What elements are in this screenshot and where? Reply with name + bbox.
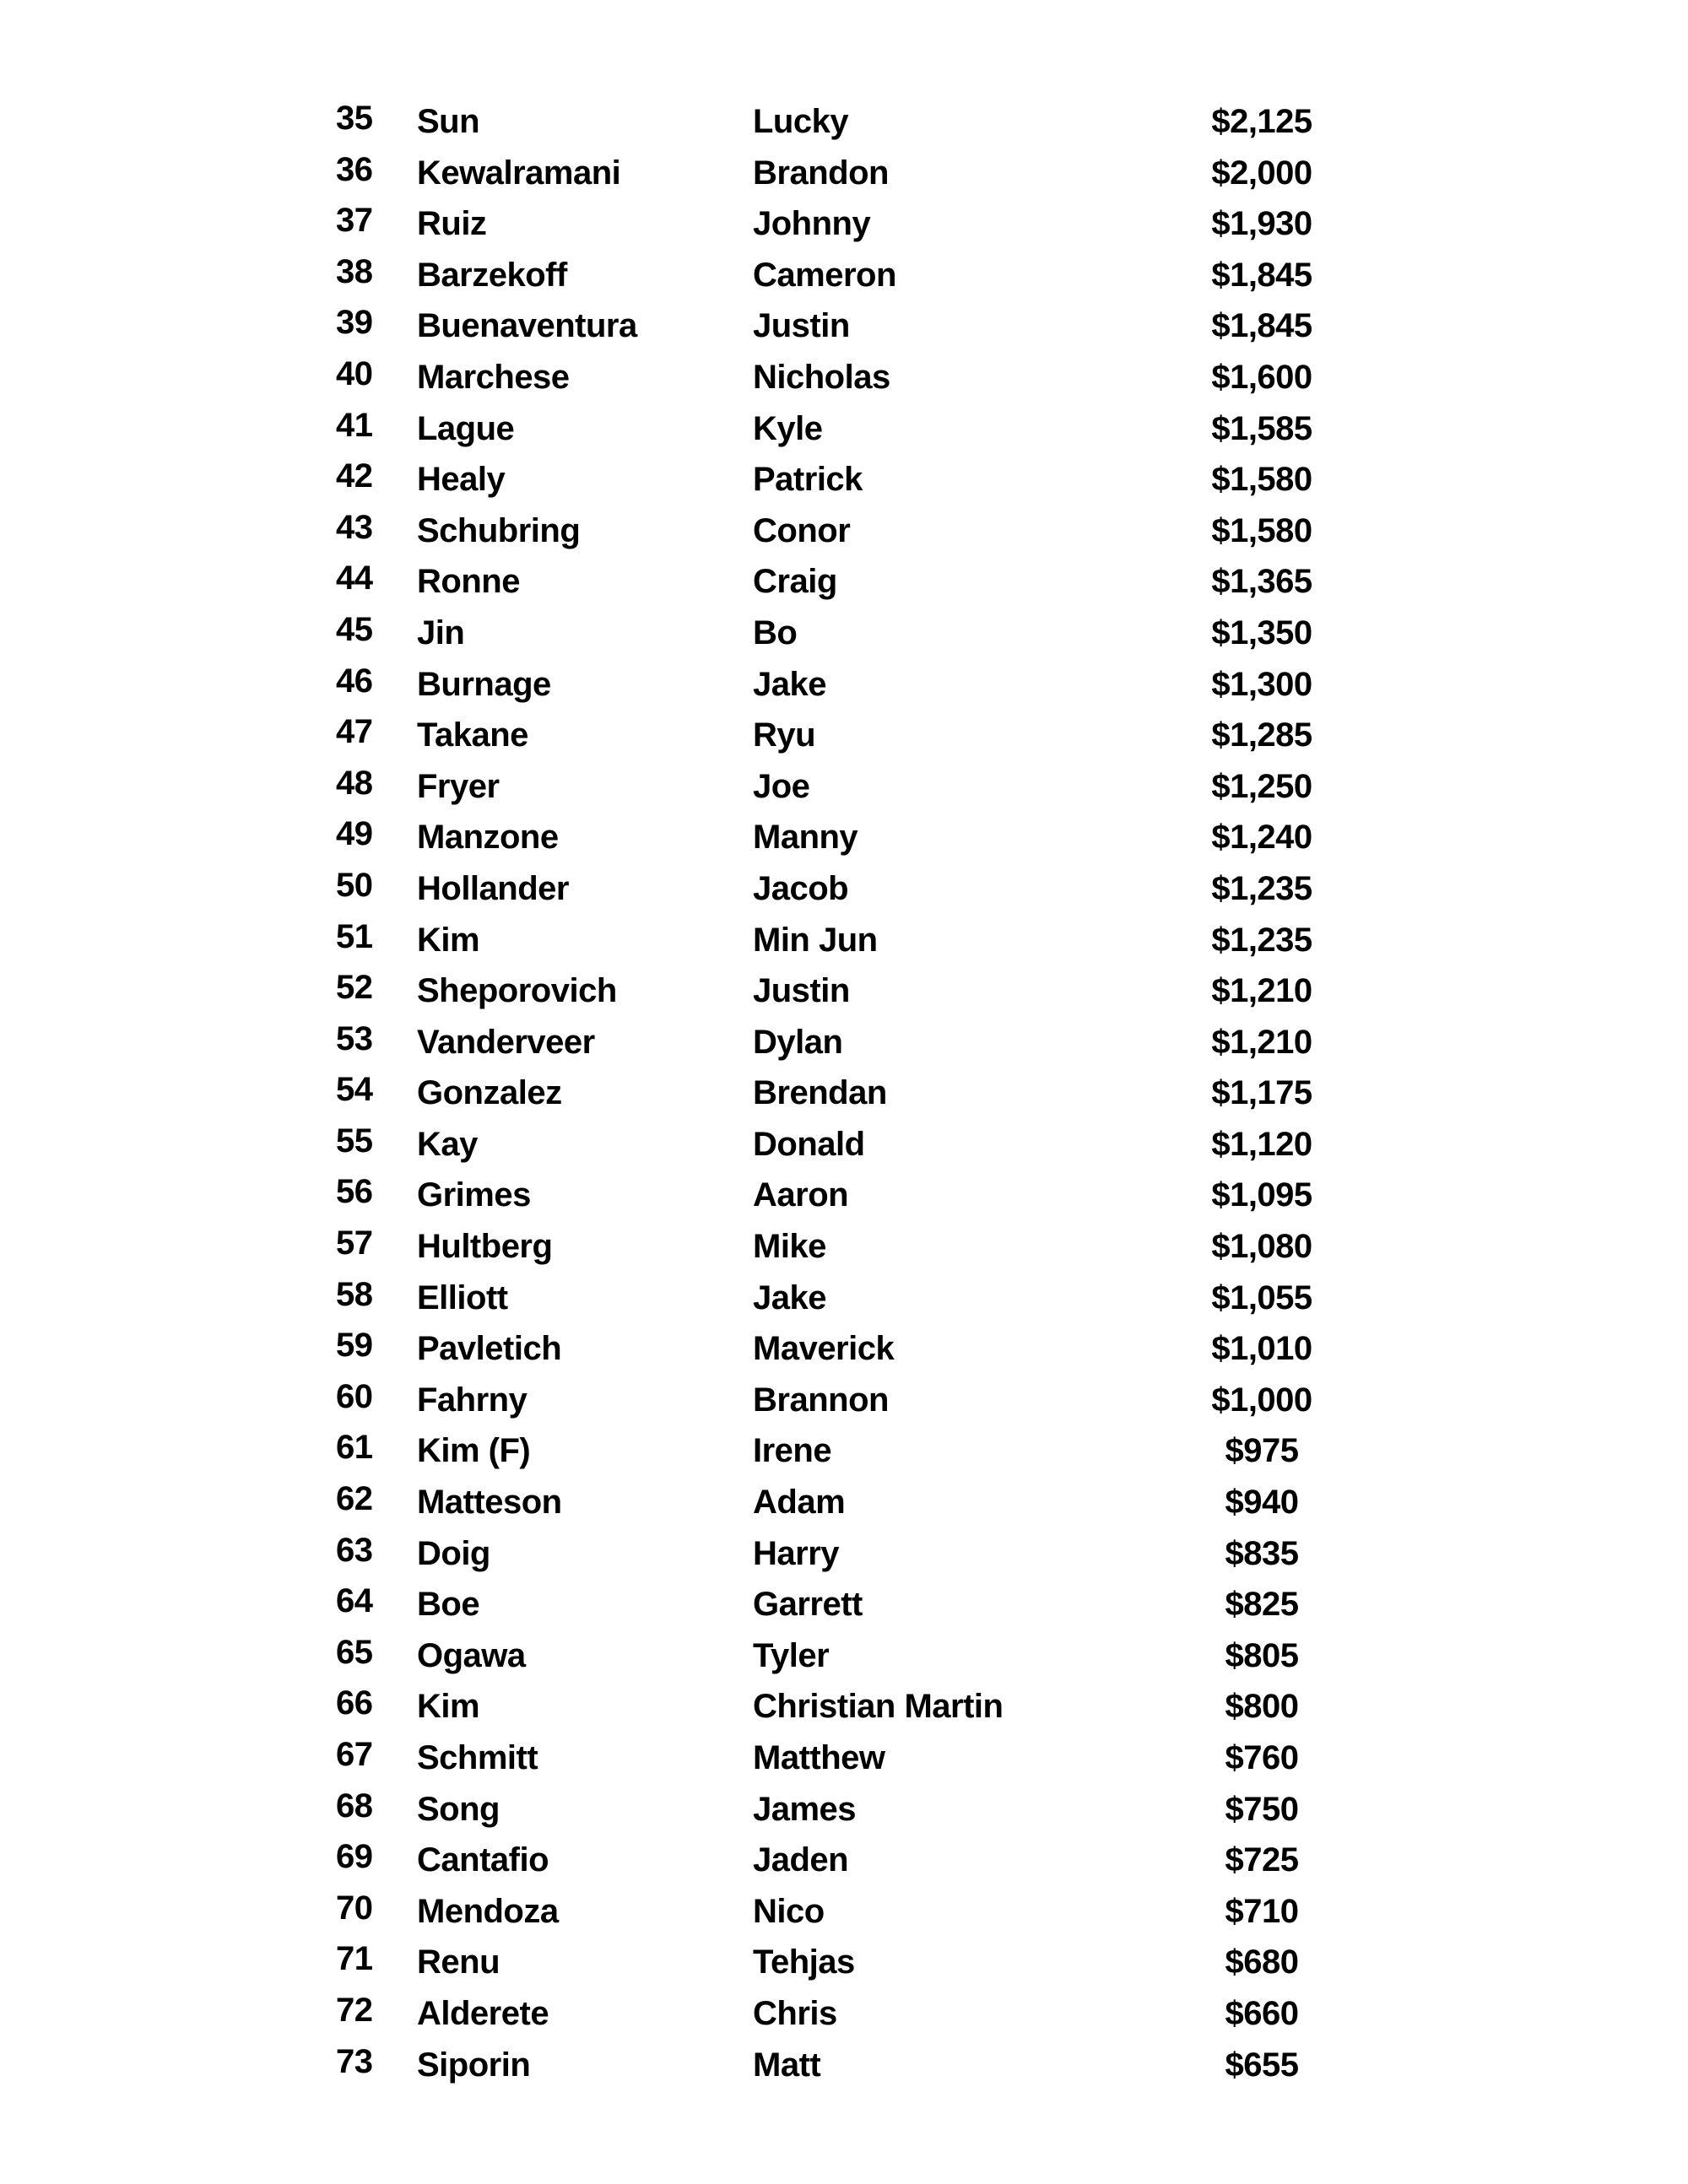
list-row bbox=[0, 1937, 1688, 1988]
list-row bbox=[0, 2040, 1688, 2091]
list-row bbox=[0, 1477, 1688, 1528]
rank-number: 49 bbox=[336, 815, 373, 853]
list-row bbox=[0, 1988, 1688, 2040]
list-row bbox=[0, 1630, 1688, 1682]
rank-number: 39 bbox=[336, 304, 373, 342]
last-name: Doig bbox=[417, 1534, 490, 1572]
amount: $800 bbox=[1225, 1688, 1299, 1726]
first-name: Jacob bbox=[753, 869, 849, 907]
last-name: Barzekoff bbox=[417, 256, 567, 294]
rank-number: 60 bbox=[336, 1377, 373, 1415]
first-name: Maverick bbox=[753, 1330, 895, 1368]
amount: $680 bbox=[1225, 1943, 1299, 1981]
list-row bbox=[0, 1835, 1688, 1886]
last-name: Cantafio bbox=[417, 1841, 549, 1879]
amount: $1,240 bbox=[1211, 819, 1312, 857]
list-row bbox=[0, 1579, 1688, 1630]
first-name: Ryu bbox=[753, 716, 816, 754]
last-name: Healy bbox=[417, 461, 506, 499]
list-row bbox=[0, 300, 1688, 352]
list-row bbox=[0, 1221, 1688, 1273]
first-name: Aaron bbox=[753, 1176, 849, 1214]
last-name: Boe bbox=[417, 1586, 480, 1624]
rank-number: 41 bbox=[336, 406, 373, 444]
rank-number: 54 bbox=[336, 1071, 373, 1109]
amount: $1,055 bbox=[1211, 1279, 1312, 1316]
amount: $975 bbox=[1225, 1432, 1299, 1470]
list-row bbox=[0, 915, 1688, 966]
first-name: Craig bbox=[753, 563, 837, 601]
first-name: Christian Martin bbox=[753, 1688, 1004, 1726]
rank-number: 56 bbox=[336, 1173, 373, 1211]
first-name: Jaden bbox=[753, 1841, 849, 1879]
list-row bbox=[0, 1068, 1688, 1119]
first-name: Justin bbox=[753, 972, 850, 1010]
list-row bbox=[0, 761, 1688, 813]
rank-number: 40 bbox=[336, 354, 373, 392]
list-row bbox=[0, 148, 1688, 199]
list-row bbox=[0, 403, 1688, 455]
first-name: James bbox=[753, 1790, 857, 1828]
rank-number: 35 bbox=[336, 100, 373, 137]
amount: $1,845 bbox=[1211, 256, 1312, 294]
list-row bbox=[0, 1425, 1688, 1477]
last-name: Burnage bbox=[417, 665, 551, 703]
first-name: Jake bbox=[753, 1279, 826, 1316]
first-name: Patrick bbox=[753, 461, 863, 499]
first-name: Manny bbox=[753, 819, 858, 857]
list-row bbox=[0, 505, 1688, 557]
rank-number: 47 bbox=[336, 713, 373, 751]
amount: $2,000 bbox=[1211, 154, 1312, 192]
list-row bbox=[0, 863, 1688, 915]
list-row bbox=[0, 1784, 1688, 1835]
list-row bbox=[0, 250, 1688, 301]
last-name: Ruiz bbox=[417, 205, 487, 243]
last-name: Pavletich bbox=[417, 1330, 562, 1368]
list-row bbox=[0, 1273, 1688, 1324]
last-name: Song bbox=[417, 1790, 500, 1828]
amount: $1,930 bbox=[1211, 205, 1312, 243]
first-name: Cameron bbox=[753, 256, 896, 294]
last-name: Sun bbox=[417, 103, 480, 140]
first-name: Garrett bbox=[753, 1586, 863, 1624]
list-row bbox=[0, 1886, 1688, 1938]
amount: $1,175 bbox=[1211, 1074, 1312, 1112]
rank-number: 50 bbox=[336, 866, 373, 904]
rank-number: 58 bbox=[336, 1275, 373, 1313]
amount: $835 bbox=[1225, 1534, 1299, 1572]
list-row bbox=[0, 1323, 1688, 1375]
last-name: Vanderveer bbox=[417, 1023, 595, 1061]
list-row bbox=[0, 1017, 1688, 1068]
amount: $1,250 bbox=[1211, 767, 1312, 805]
rank-number: 46 bbox=[336, 662, 373, 700]
list-row bbox=[0, 1119, 1688, 1170]
last-name: Ronne bbox=[417, 563, 520, 601]
list-row bbox=[0, 1375, 1688, 1426]
last-name: Manzone bbox=[417, 819, 559, 857]
last-name: Ogawa bbox=[417, 1636, 526, 1674]
rank-number: 57 bbox=[336, 1224, 373, 1262]
first-name: Kyle bbox=[753, 409, 823, 447]
first-name: Conor bbox=[753, 511, 851, 549]
amount: $710 bbox=[1225, 1892, 1299, 1930]
rank-number: 36 bbox=[336, 150, 373, 188]
last-name: Kim bbox=[417, 921, 480, 959]
first-name: Chris bbox=[753, 1994, 837, 2032]
amount: $1,580 bbox=[1211, 511, 1312, 549]
rank-number: 55 bbox=[336, 1122, 373, 1160]
amount: $805 bbox=[1225, 1636, 1299, 1674]
last-name: Alderete bbox=[417, 1994, 549, 2032]
first-name: Irene bbox=[753, 1432, 832, 1470]
last-name: Kewalramani bbox=[417, 154, 621, 192]
first-name: Tyler bbox=[753, 1636, 830, 1674]
list-row bbox=[0, 1681, 1688, 1733]
last-name: Renu bbox=[417, 1943, 500, 1981]
last-name: Schmitt bbox=[417, 1739, 538, 1776]
first-name: Jake bbox=[753, 665, 826, 703]
last-name: Marchese bbox=[417, 358, 570, 396]
amount: $750 bbox=[1225, 1790, 1299, 1828]
rank-number: 44 bbox=[336, 560, 373, 597]
rank-number: 69 bbox=[336, 1838, 373, 1876]
amount: $1,300 bbox=[1211, 665, 1312, 703]
first-name: Donald bbox=[753, 1125, 865, 1163]
list-row bbox=[0, 659, 1688, 711]
amount: $1,010 bbox=[1211, 1330, 1312, 1368]
list-row bbox=[0, 608, 1688, 659]
rank-number: 70 bbox=[336, 1889, 373, 1927]
last-name: Mendoza bbox=[417, 1892, 559, 1930]
first-name: Tehjas bbox=[753, 1943, 855, 1981]
last-name: Fahrny bbox=[417, 1381, 528, 1419]
amount: $1,000 bbox=[1211, 1381, 1312, 1419]
amount: $1,095 bbox=[1211, 1176, 1312, 1214]
list-row bbox=[0, 812, 1688, 863]
list-row bbox=[0, 556, 1688, 608]
list-row bbox=[0, 965, 1688, 1017]
amount: $2,125 bbox=[1211, 103, 1312, 140]
first-name: Nicholas bbox=[753, 358, 890, 396]
last-name: Kim bbox=[417, 1688, 480, 1726]
rank-number: 53 bbox=[336, 1019, 373, 1057]
last-name: Lague bbox=[417, 409, 515, 447]
last-name: Takane bbox=[417, 716, 528, 754]
last-name: Sheporovich bbox=[417, 972, 617, 1010]
list-row bbox=[0, 198, 1688, 250]
first-name: Matt bbox=[753, 2046, 821, 2084]
last-name: Fryer bbox=[417, 767, 500, 805]
first-name: Joe bbox=[753, 767, 810, 805]
last-name: Jin bbox=[417, 614, 465, 651]
first-name: Brannon bbox=[753, 1381, 889, 1419]
last-name: Buenaventura bbox=[417, 307, 637, 345]
last-name: Gonzalez bbox=[417, 1074, 562, 1112]
amount: $760 bbox=[1225, 1739, 1299, 1776]
first-name: Mike bbox=[753, 1228, 826, 1266]
list-row bbox=[0, 710, 1688, 761]
last-name: Kim (F) bbox=[417, 1432, 531, 1470]
first-name: Brandon bbox=[753, 154, 889, 192]
first-name: Matthew bbox=[753, 1739, 885, 1776]
first-name: Brendan bbox=[753, 1074, 887, 1112]
last-name: Schubring bbox=[417, 511, 581, 549]
amount: $1,600 bbox=[1211, 358, 1312, 396]
last-name: Siporin bbox=[417, 2046, 531, 2084]
rank-number: 61 bbox=[336, 1429, 373, 1467]
rank-number: 48 bbox=[336, 764, 373, 802]
rank-number: 71 bbox=[336, 1940, 373, 1978]
last-name: Kay bbox=[417, 1125, 478, 1163]
rank-number: 52 bbox=[336, 969, 373, 1007]
amount: $940 bbox=[1225, 1484, 1299, 1522]
amount: $660 bbox=[1225, 1994, 1299, 2032]
amount: $1,585 bbox=[1211, 409, 1312, 447]
amount: $1,120 bbox=[1211, 1125, 1312, 1163]
first-name: Harry bbox=[753, 1534, 840, 1572]
first-name: Min Jun bbox=[753, 921, 878, 959]
rank-number: 43 bbox=[336, 508, 373, 546]
first-name: Johnny bbox=[753, 205, 871, 243]
amount: $1,350 bbox=[1211, 614, 1312, 651]
last-name: Hollander bbox=[417, 869, 569, 907]
rank-number: 37 bbox=[336, 202, 373, 240]
list-row bbox=[0, 352, 1688, 403]
amount: $1,285 bbox=[1211, 716, 1312, 754]
list-row bbox=[0, 96, 1688, 148]
amount: $1,235 bbox=[1211, 921, 1312, 959]
rank-number: 62 bbox=[336, 1480, 373, 1518]
rank-number: 64 bbox=[336, 1582, 373, 1620]
rank-number: 67 bbox=[336, 1736, 373, 1773]
rank-number: 45 bbox=[336, 610, 373, 648]
list-row bbox=[0, 454, 1688, 505]
amount: $1,580 bbox=[1211, 461, 1312, 499]
list-row bbox=[0, 1733, 1688, 1784]
amount: $1,210 bbox=[1211, 972, 1312, 1010]
last-name: Hultberg bbox=[417, 1228, 553, 1266]
list-row bbox=[0, 1170, 1688, 1221]
rank-number: 72 bbox=[336, 1991, 373, 2029]
rank-number: 51 bbox=[336, 917, 373, 955]
rank-number: 65 bbox=[336, 1633, 373, 1671]
first-name: Lucky bbox=[753, 103, 849, 140]
rank-number: 38 bbox=[336, 252, 373, 290]
list-row bbox=[0, 1528, 1688, 1580]
ranking-list bbox=[0, 96, 1688, 2090]
rank-number: 59 bbox=[336, 1327, 373, 1365]
amount: $1,365 bbox=[1211, 563, 1312, 601]
last-name: Grimes bbox=[417, 1176, 531, 1214]
first-name: Dylan bbox=[753, 1023, 843, 1061]
amount: $1,235 bbox=[1211, 869, 1312, 907]
first-name: Adam bbox=[753, 1484, 846, 1522]
rank-number: 66 bbox=[336, 1684, 373, 1722]
last-name: Matteson bbox=[417, 1484, 562, 1522]
amount: $1,210 bbox=[1211, 1023, 1312, 1061]
last-name: Elliott bbox=[417, 1279, 508, 1316]
amount: $825 bbox=[1225, 1586, 1299, 1624]
rank-number: 63 bbox=[336, 1531, 373, 1569]
rank-number: 73 bbox=[336, 2042, 373, 2080]
first-name: Nico bbox=[753, 1892, 825, 1930]
amount: $655 bbox=[1225, 2046, 1299, 2084]
first-name: Bo bbox=[753, 614, 798, 651]
first-name: Justin bbox=[753, 307, 850, 345]
rank-number: 42 bbox=[336, 457, 373, 495]
amount: $725 bbox=[1225, 1841, 1299, 1879]
rank-number: 68 bbox=[336, 1787, 373, 1825]
amount: $1,845 bbox=[1211, 307, 1312, 345]
amount: $1,080 bbox=[1211, 1228, 1312, 1266]
